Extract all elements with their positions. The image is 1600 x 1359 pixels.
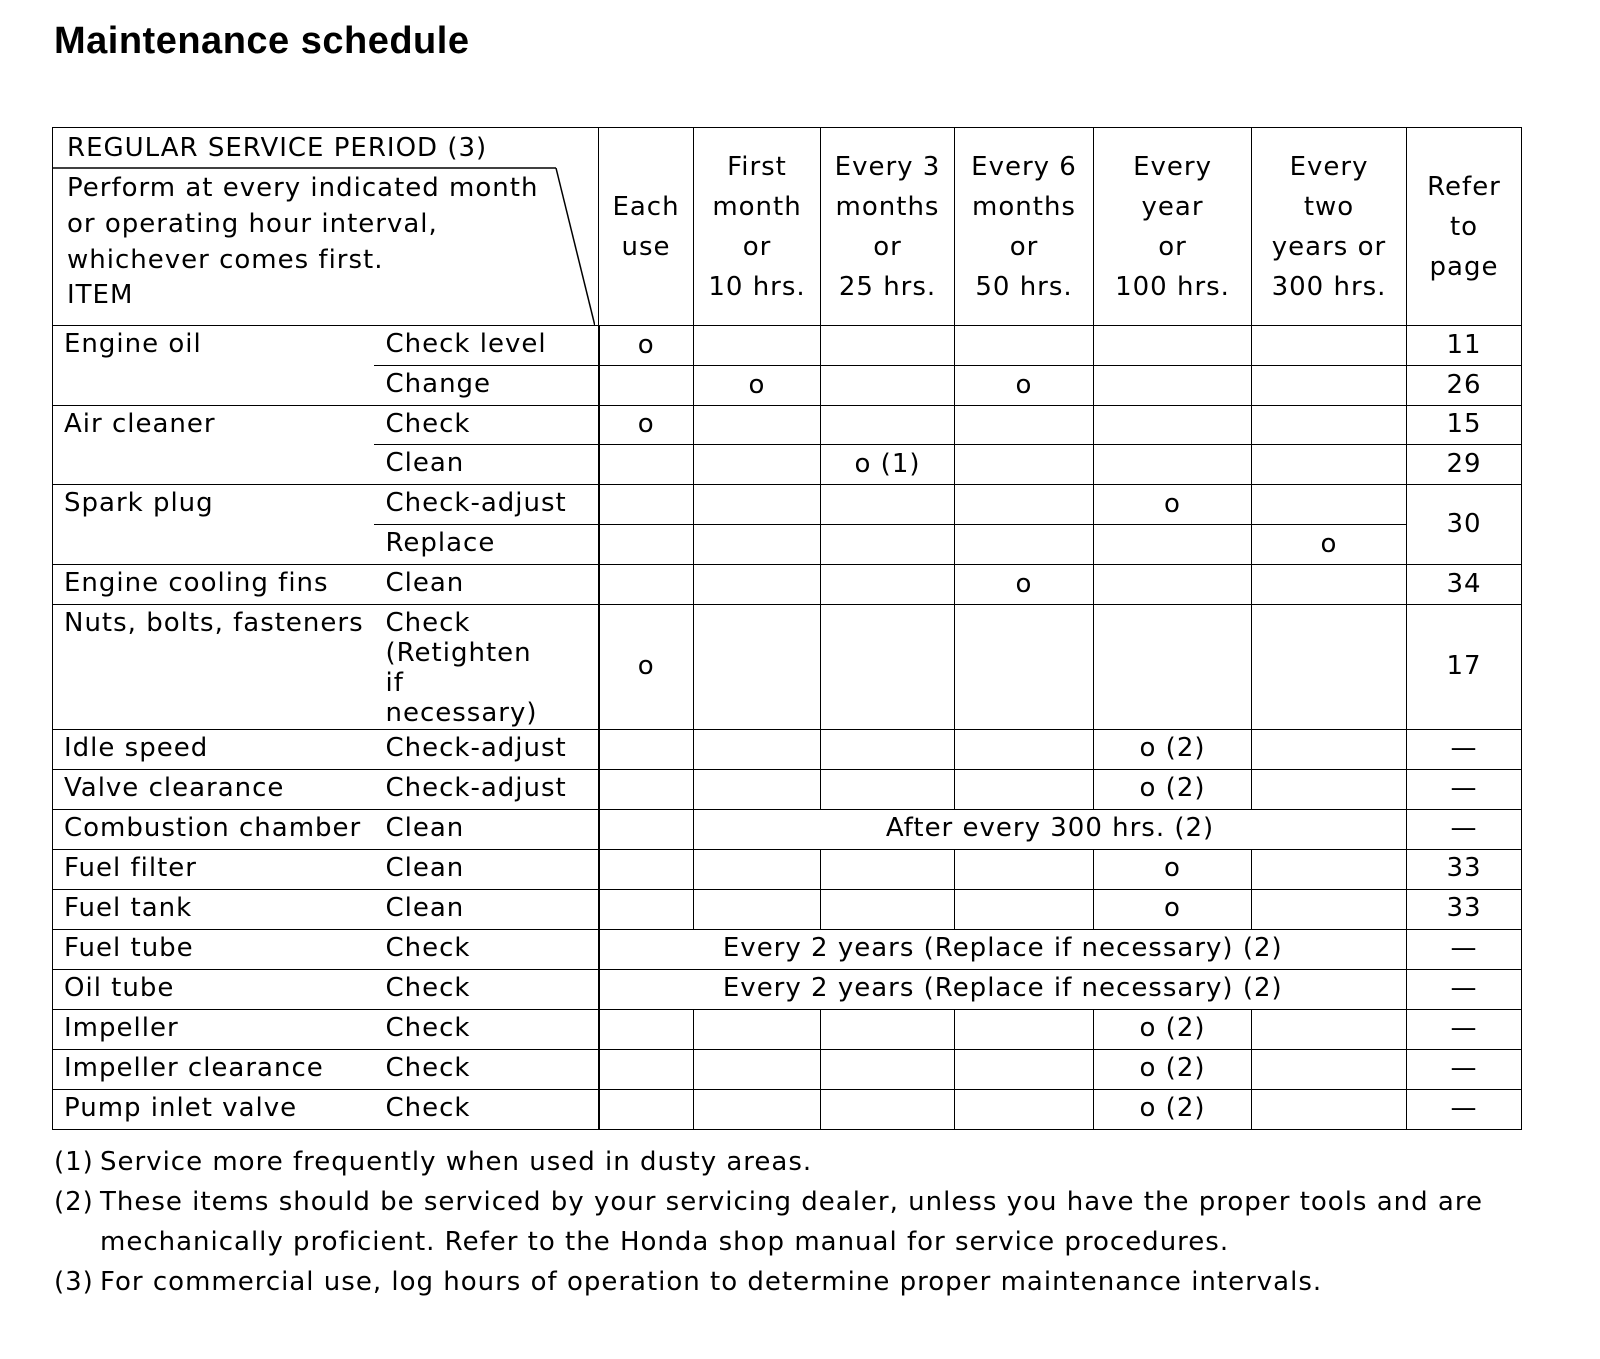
cell: o — [599, 605, 694, 730]
cell — [821, 326, 955, 366]
col-refer-to-page: Refer to page — [1407, 128, 1522, 326]
cell: o — [1094, 485, 1252, 525]
span-note: Every 2 years (Replace if necessary) (2) — [599, 969, 1407, 1009]
cell — [821, 605, 955, 730]
table-row — [53, 969, 1522, 1009]
cell — [694, 769, 821, 809]
item-name: Valve clearance — [53, 769, 374, 809]
page-ref: — — [1407, 969, 1522, 1009]
cell — [694, 445, 821, 485]
page-ref: — — [1407, 1049, 1522, 1089]
header-row — [53, 128, 1522, 326]
page-ref: — — [1407, 729, 1522, 769]
item-action: Check — [374, 929, 599, 969]
cell: o — [955, 565, 1094, 605]
table-row — [53, 849, 1522, 889]
item-action: Check — [374, 1089, 599, 1129]
item-action: Check-adjust — [374, 729, 599, 769]
cell — [1252, 1089, 1407, 1129]
cell — [694, 525, 821, 565]
item-name: Fuel tank — [53, 889, 374, 929]
item-label: ITEM — [67, 280, 134, 310]
cell — [1094, 605, 1252, 730]
cell — [821, 1049, 955, 1089]
cell: o — [1094, 849, 1252, 889]
cell — [599, 729, 694, 769]
cell — [599, 809, 694, 849]
table-row — [53, 406, 1522, 445]
item-name: Fuel filter — [53, 849, 374, 889]
page-ref: 26 — [1407, 366, 1522, 406]
cell — [694, 406, 821, 445]
cell: o (2) — [1094, 729, 1252, 769]
page-ref: — — [1407, 1009, 1522, 1049]
item-name: Oil tube — [53, 969, 374, 1009]
cell — [1252, 889, 1407, 929]
cell — [1252, 1049, 1407, 1089]
cell — [599, 769, 694, 809]
span-note: After every 300 hrs. (2) — [694, 809, 1407, 849]
cell: o — [1252, 525, 1407, 565]
cell — [1094, 366, 1252, 406]
cell — [694, 1049, 821, 1089]
cell — [955, 1049, 1094, 1089]
cell — [694, 849, 821, 889]
cell — [955, 729, 1094, 769]
cell — [955, 605, 1094, 730]
page-ref: 11 — [1407, 326, 1522, 366]
cell — [955, 406, 1094, 445]
period-description: Perform at every indicated month or operating hour interval, whichever comes first. — [67, 173, 539, 275]
footnote-mark: (3) — [54, 1267, 94, 1297]
cell — [955, 1009, 1094, 1049]
page-ref: 15 — [1407, 406, 1522, 445]
cell — [599, 1009, 694, 1049]
table-row — [53, 929, 1522, 969]
item-name: Nuts, bolts, fasteners — [53, 605, 374, 730]
cell — [1094, 326, 1252, 366]
cell — [955, 769, 1094, 809]
table-row — [53, 326, 1522, 366]
cell — [599, 849, 694, 889]
cell: o — [694, 366, 821, 406]
page-ref: — — [1407, 769, 1522, 809]
col-every-year: Every year or 100 hrs. — [1094, 128, 1252, 326]
cell — [821, 525, 955, 565]
item-name: Combustion chamber — [53, 809, 374, 849]
cell — [694, 565, 821, 605]
item-name: Pump inlet valve — [53, 1089, 374, 1129]
cell — [599, 565, 694, 605]
item-action: Check — [374, 1009, 599, 1049]
cell — [599, 1089, 694, 1129]
cell — [1094, 445, 1252, 485]
item-name — [53, 445, 374, 485]
item-action: Check — [374, 1049, 599, 1089]
item-action: Check — [374, 406, 599, 445]
page-ref: 33 — [1407, 889, 1522, 929]
cell — [955, 525, 1094, 565]
table-row — [53, 485, 1522, 525]
item-action: Clean — [374, 849, 599, 889]
maintenance-table — [52, 127, 1522, 1130]
cell: o (2) — [1094, 1009, 1252, 1049]
table-row — [53, 565, 1522, 605]
table-row — [53, 809, 1522, 849]
page-ref: — — [1407, 1089, 1522, 1129]
footnote-text: These items should be serviced by your servicing dealer, unless you have the proper tools and are mechanically proficient. Refer to the Honda shop manual for service procedures. — [100, 1187, 1483, 1257]
table-row — [53, 1049, 1522, 1089]
item-name: Impeller — [53, 1009, 374, 1049]
table-row — [53, 769, 1522, 809]
footnote — [54, 1142, 1520, 1182]
footnotes — [54, 1142, 1520, 1302]
cell — [821, 1089, 955, 1129]
footnote-text: Service more frequently when used in dusty areas. — [100, 1147, 813, 1177]
cell — [694, 326, 821, 366]
cell — [1252, 849, 1407, 889]
cell — [599, 525, 694, 565]
table-row — [53, 729, 1522, 769]
cell — [1094, 525, 1252, 565]
cell — [821, 849, 955, 889]
page-ref: 29 — [1407, 445, 1522, 485]
cell — [1252, 326, 1407, 366]
cell — [694, 889, 821, 929]
item-name: Engine oil — [53, 326, 374, 366]
cell — [1252, 1009, 1407, 1049]
cell: o — [955, 366, 1094, 406]
cell — [821, 889, 955, 929]
cell — [1252, 605, 1407, 730]
cell — [694, 485, 821, 525]
cell — [599, 1049, 694, 1089]
footnote — [54, 1182, 1520, 1262]
cell — [821, 769, 955, 809]
cell: o (1) — [821, 445, 955, 485]
cell — [599, 445, 694, 485]
table-row — [53, 445, 1522, 485]
cell: o (2) — [1094, 1049, 1252, 1089]
page-ref: 30 — [1407, 485, 1522, 565]
col-first-month: First month or 10 hrs. — [694, 128, 821, 326]
page-ref: — — [1407, 809, 1522, 849]
item-name — [53, 366, 374, 406]
item-action: Check — [374, 969, 599, 1009]
col-every-two-years: Every two years or 300 hrs. — [1252, 128, 1407, 326]
page-ref: — — [1407, 929, 1522, 969]
cell: o — [599, 326, 694, 366]
cell — [599, 485, 694, 525]
cell: o (2) — [1094, 1089, 1252, 1129]
col-every-6-months: Every 6 months or 50 hrs. — [955, 128, 1094, 326]
cell: o (2) — [1094, 769, 1252, 809]
col-every-3-months: Every 3 months or 25 hrs. — [821, 128, 955, 326]
service-period-header — [53, 128, 599, 326]
cell — [1252, 729, 1407, 769]
item-name: Idle speed — [53, 729, 374, 769]
table-row — [53, 366, 1522, 406]
cell — [694, 605, 821, 730]
cell — [821, 565, 955, 605]
cell — [955, 485, 1094, 525]
item-name: Fuel tube — [53, 929, 374, 969]
cell — [694, 1089, 821, 1129]
page-title: Maintenance schedule — [54, 20, 470, 62]
page-ref: 17 — [1407, 605, 1522, 730]
cell — [599, 889, 694, 929]
table-row — [53, 889, 1522, 929]
item-action: Clean — [374, 889, 599, 929]
span-note: Every 2 years (Replace if necessary) (2) — [599, 929, 1407, 969]
cell: o — [1094, 889, 1252, 929]
table-row — [53, 525, 1522, 565]
footnote-mark: (1) — [54, 1147, 94, 1177]
item-name: Engine cooling fins — [53, 565, 374, 605]
cell — [821, 729, 955, 769]
item-name: Air cleaner — [53, 406, 374, 445]
cell — [1252, 485, 1407, 525]
cell — [1094, 565, 1252, 605]
item-action: Check-adjust — [374, 769, 599, 809]
footnote-mark: (2) — [54, 1187, 94, 1217]
footnote-text: For commercial use, log hours of operation to determine proper maintenance intervals. — [100, 1267, 1323, 1297]
cell — [955, 445, 1094, 485]
item-action: Clean — [374, 445, 599, 485]
cell — [1252, 406, 1407, 445]
item-name: Spark plug — [53, 485, 374, 525]
cell — [955, 889, 1094, 929]
item-action: Clean — [374, 565, 599, 605]
cell — [1252, 565, 1407, 605]
table-row — [53, 1009, 1522, 1049]
table-row — [53, 605, 1522, 730]
footnote — [54, 1262, 1520, 1302]
item-action: Clean — [374, 809, 599, 849]
item-action: Check level — [374, 326, 599, 366]
cell — [821, 485, 955, 525]
cell — [1252, 366, 1407, 406]
item-action: Check (Retighten if necessary) — [374, 605, 599, 730]
cell — [821, 366, 955, 406]
cell — [955, 849, 1094, 889]
col-each-use: Each use — [599, 128, 694, 326]
cell — [1094, 406, 1252, 445]
item-name — [53, 525, 374, 565]
cell: o — [599, 406, 694, 445]
cell — [821, 406, 955, 445]
cell — [1252, 445, 1407, 485]
cell — [955, 326, 1094, 366]
page-ref: 33 — [1407, 849, 1522, 889]
item-action: Check-adjust — [374, 485, 599, 525]
item-name: Impeller clearance — [53, 1049, 374, 1089]
cell — [599, 366, 694, 406]
table-row — [53, 1089, 1522, 1129]
item-action: Change — [374, 366, 599, 406]
page-ref: 34 — [1407, 565, 1522, 605]
cell — [955, 1089, 1094, 1129]
cell — [821, 1009, 955, 1049]
item-action: Replace — [374, 525, 599, 565]
period-title: REGULAR SERVICE PERIOD (3) — [67, 133, 488, 163]
cell — [694, 729, 821, 769]
cell — [1252, 769, 1407, 809]
cell — [694, 1009, 821, 1049]
